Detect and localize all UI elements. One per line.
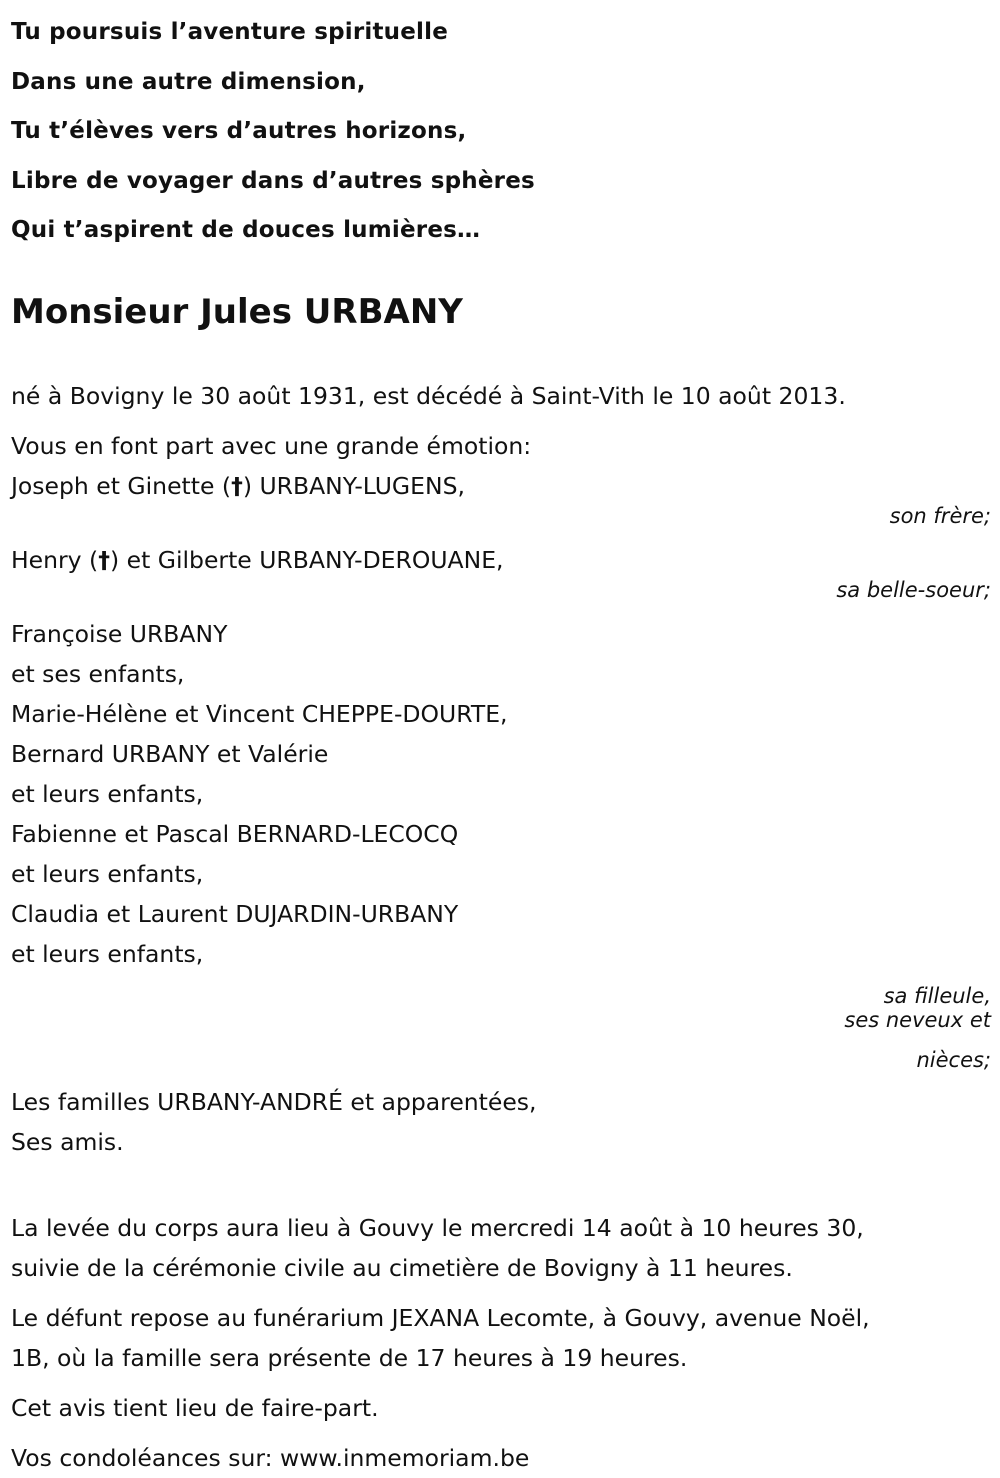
nephews-list (11, 614, 991, 974)
nephew-line: Marie-Hélène et Vincent CHEPPE-DOURTE, (11, 699, 508, 728)
poem (11, 8, 991, 256)
brother-names-b: ) URBANY-LUGENS, (242, 471, 465, 500)
poem-line: Libre de voyager dans d’autres sphères (11, 167, 535, 194)
sister-in-law-names-b: ) et Gilberte URBANY-DEROUANE, (109, 545, 504, 574)
nephew-line: et leurs enfants, (11, 859, 204, 888)
nephew-line: Fabienne et Pascal BERNARD-LECOCQ (11, 819, 459, 848)
nephew-line: et leurs enfants, (11, 779, 204, 808)
ceremony-line: suivie de la cérémonie civile au cimetière de Bovigny à 11 heures. (11, 1253, 793, 1282)
others-line: Ses amis. (11, 1127, 124, 1156)
poem-line: Tu poursuis l’aventure spirituelle (11, 19, 448, 45)
brother-role: son frère; (889, 503, 991, 528)
funeral-home-line: Le défunt repose au funérarium JEXANA Lecomte, à Gouvy, avenue Noël, (11, 1303, 870, 1332)
sister-in-law-role: sa belle-soeur; (836, 577, 991, 602)
nephews-role (11, 984, 991, 1072)
poem-line: Tu t’élèves vers d’autres horizons, (11, 118, 467, 144)
nephew-line: et ses enfants, (11, 659, 185, 688)
poem-line: Dans une autre dimension, (11, 68, 366, 95)
nephews-role-line: ses neveux et (844, 1007, 991, 1032)
nephew-line: Françoise URBANY (11, 619, 228, 648)
sister-in-law-line (11, 540, 991, 580)
others-line: Les familles URBANY-ANDRÉ et apparentées, (11, 1087, 537, 1116)
nephew-line: et leurs enfants, (11, 939, 204, 968)
brother-names-a: Joseph et Ginette ( (11, 471, 232, 500)
cross-icon: † (231, 471, 243, 500)
ceremony-line: La levée du corps aura lieu à Gouvy le mercredi 14 août à 10 heures 30, (11, 1213, 864, 1242)
deceased-name: Monsieur Jules URBANY (11, 291, 463, 332)
condolences-line: Vos condoléances sur: www.inmemoriam.be (11, 1443, 530, 1472)
cross-icon: † (98, 545, 110, 574)
nephew-line: Bernard URBANY et Valérie (11, 739, 329, 768)
poem-line: Qui t’aspirent de douces lumières… (11, 217, 481, 243)
announce-line: Vous en font part avec une grande émotion: (11, 431, 532, 460)
nephews-role-line: sa filleule, (883, 983, 991, 1008)
funeral-home-line: 1B, où la famille sera présente de 17 heures à 19 heures. (11, 1343, 688, 1372)
nephew-line: Claudia et Laurent DUJARDIN-URBANY (11, 899, 459, 928)
obituary-notice (11, 0, 991, 1478)
nephews-role-line: nièces; (916, 1047, 991, 1072)
brother-line (11, 466, 991, 506)
notice-line: Cet avis tient lieu de faire-part. (11, 1393, 379, 1422)
birth-death-line: né à Bovigny le 30 août 1931, est décédé à Saint-Vith le 10 août 2013. (11, 381, 846, 410)
sister-in-law-names-a: Henry ( (11, 545, 99, 574)
